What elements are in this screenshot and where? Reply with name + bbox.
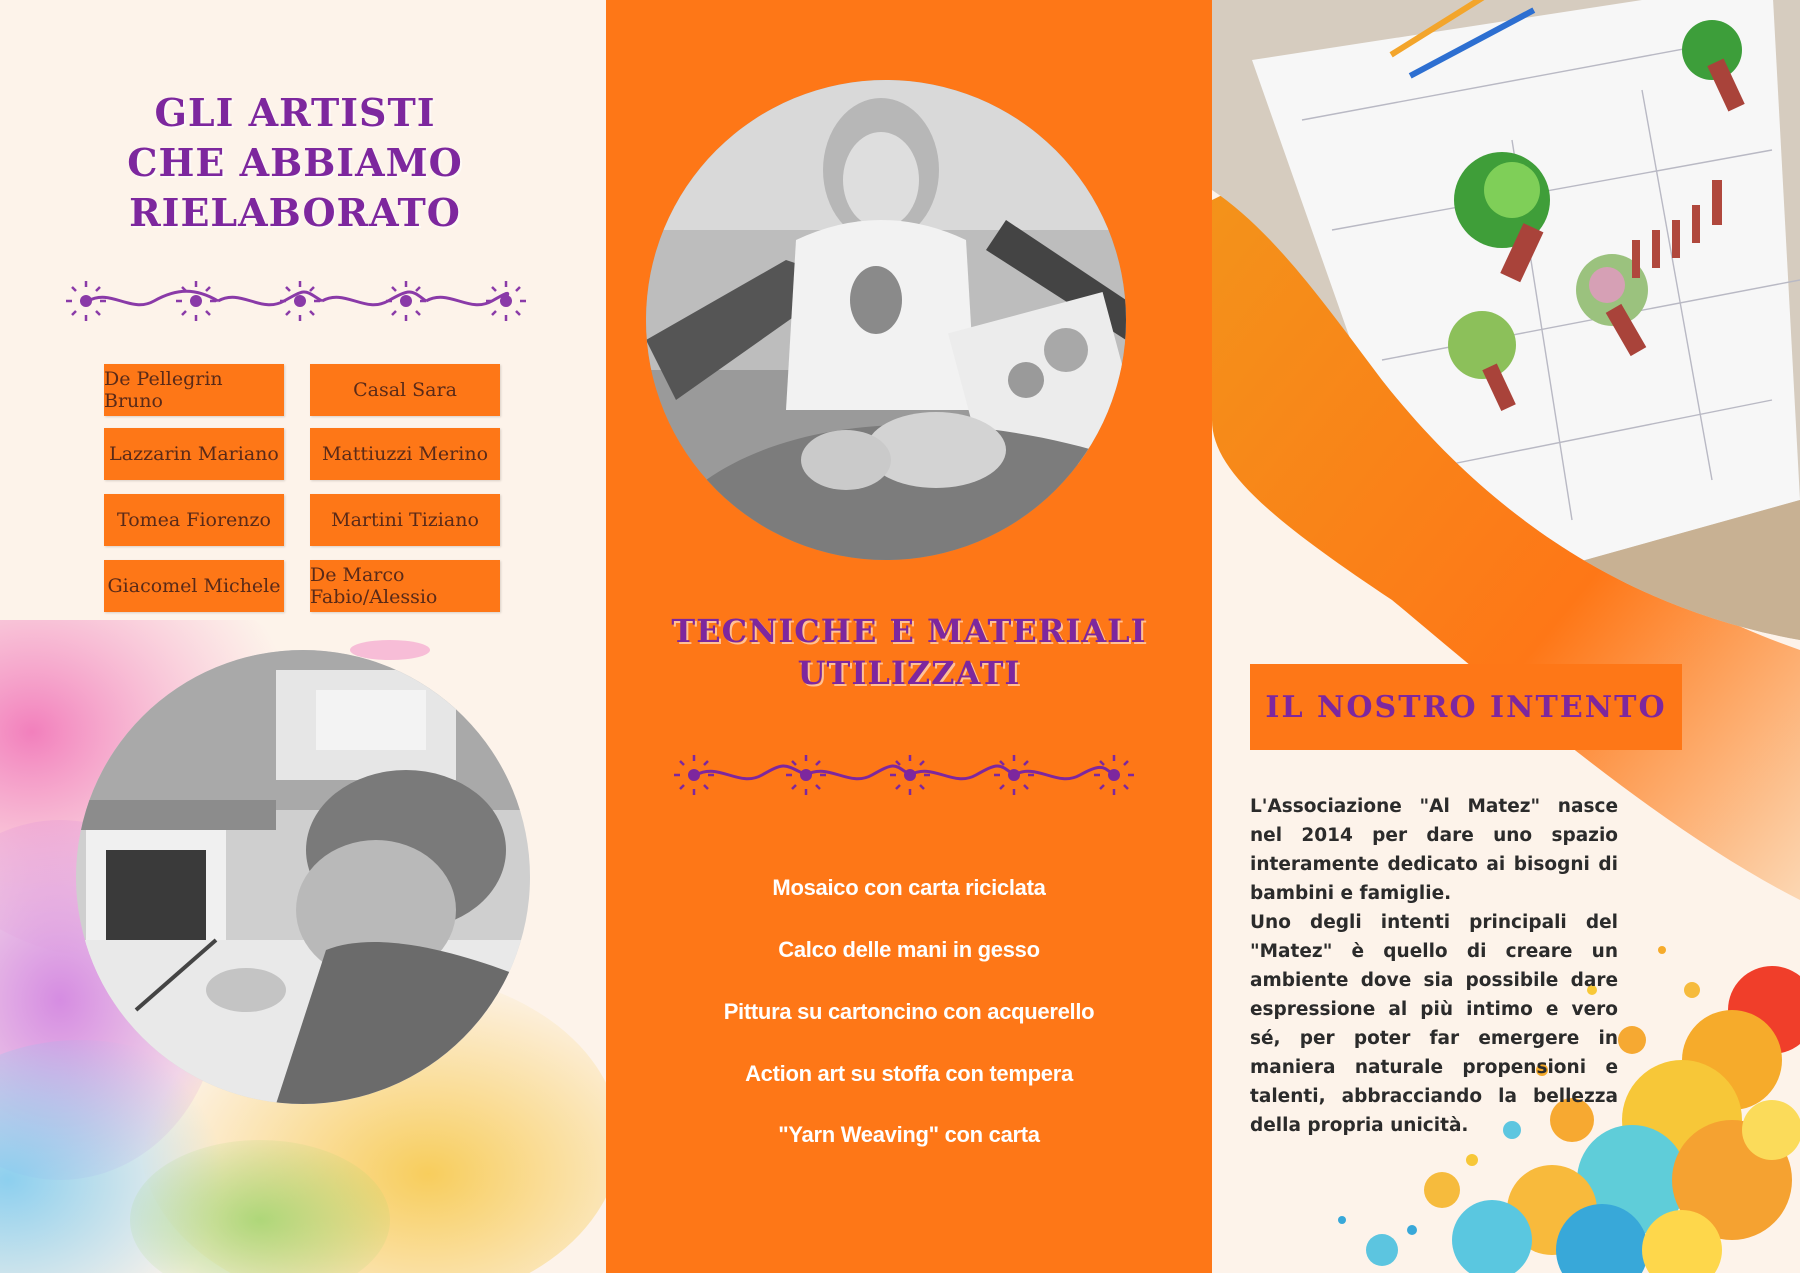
technique-item: Action art su stoffa con tempera [745, 1061, 1073, 1086]
artist-tag: Giacomel Michele [104, 560, 284, 612]
intent-heading-box [1250, 664, 1682, 750]
technique-item: Mosaico con carta riciclata [772, 875, 1046, 900]
sun-wave-divider [674, 752, 1144, 798]
artist-tag: Martini Tiziano [310, 494, 500, 546]
artist-tag: De Pellegrin Bruno [104, 364, 284, 416]
boy-drawing-photo [76, 650, 530, 1104]
artist-tag: Mattiuzzi Merino [310, 428, 500, 480]
artist-tag: De Marco Fabio/Alessio [310, 560, 500, 612]
right-panel [1212, 0, 1800, 1273]
artists-heading: GLI ARTISTI CHE ABBIAMO RIELABORATO [127, 90, 463, 235]
left-panel [0, 0, 606, 1273]
technique-item: "Yarn Weaving" con carta [778, 1122, 1040, 1147]
intent-description [1250, 792, 1618, 1140]
artist-tag: Tomea Fiorenzo [104, 494, 284, 546]
artist-tag: Lazzarin Mariano [104, 428, 284, 480]
intent-paragraph: L'Associazione "Al Matez" nasce nel 2014 per dare uno spazio interamente dedicato ai bisogni di bambini e famiglie. [1250, 796, 1618, 904]
intent-paragraph: Uno degli intenti principali del "Matez" è quello di creare un ambiente dove sia possibile dare espressione al più intimo e vero sé, per poter far emergere in maniera naturale propensioni e talenti, abbracciando la bellezza della propria unicità. [1250, 912, 1618, 1136]
technique-item: Calco delle mani in gesso [778, 937, 1040, 962]
sun-wave-divider [66, 278, 526, 324]
techniques-heading: TECNICHE E MATERIALI UTILIZZATI [671, 612, 1147, 692]
middle-panel [606, 0, 1212, 1273]
technique-item: Pittura su cartoncino con acquerello [723, 999, 1095, 1024]
intent-heading: IL NOSTRO INTENTO [1265, 689, 1667, 725]
artist-tag: Casal Sara [310, 364, 500, 416]
girl-plaster-photo [646, 80, 1126, 560]
